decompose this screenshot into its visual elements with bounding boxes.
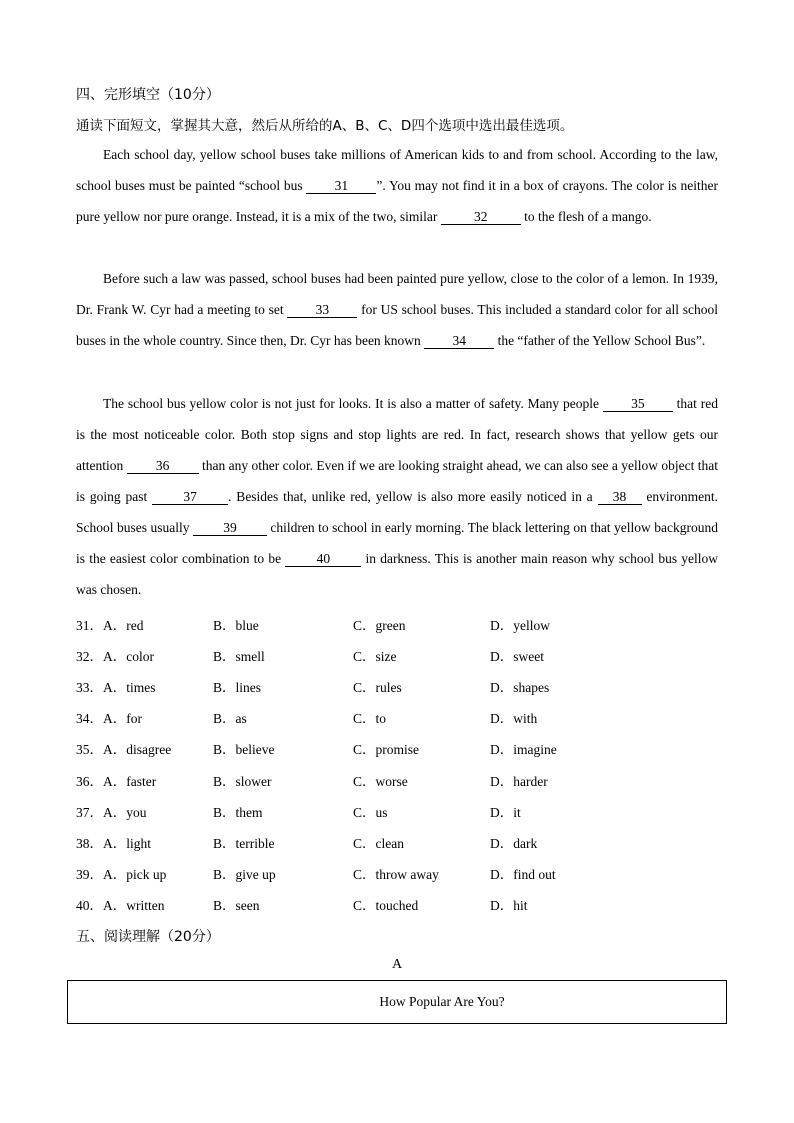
blank-34: 34	[424, 333, 494, 349]
blank-31: 31	[306, 178, 376, 194]
cloze-paragraph-2: Before such a law was passed, school buses had been painted pure yellow, close to the color of a lemon. In 1939, Dr. Frank W. Cyr had a meeting to set 33 for US school buses. This included a standard color for all school buses in the whole country. Since then, Dr. Cyr has been known 34 the “father of the Yellow School Bus”.	[76, 271, 718, 348]
blank-38: 38	[598, 489, 642, 505]
option-row: 31．A．red B．blue C．green D．yellow	[76, 618, 550, 633]
option-row: 40．A．written B．seen C．touched D．hit	[76, 898, 528, 913]
blank-39: 39	[193, 520, 267, 536]
option-row: 37．A．you B．them C．us D．it	[76, 805, 521, 820]
blank-35: 35	[603, 396, 673, 412]
option-row: 33．A．times B．lines C．rules D．shapes	[76, 680, 550, 695]
blank-33: 33	[287, 302, 357, 318]
cloze-paragraph-1: Each school day, yellow school buses take millions of American kids to and from school. According to the law, school buses must be painted “school bus 31 ”. You may not find it in a box of crayons. The color is neither pure yellow nor pure orange. Instead, it is a mix of the two, similar 32 to the flesh of a mango.	[76, 147, 718, 224]
passage-title: How Popular Are You?	[379, 994, 505, 1009]
cloze-instruction: 通读下面短文，掌握其大意，然后从所给的A、B、C、D四个选项中选出最佳选项。	[76, 118, 574, 134]
passage-letter: A	[391, 957, 403, 972]
option-row: 32．A．color B．smell C．size D．sweet	[76, 649, 544, 664]
blank-32: 32	[441, 209, 521, 225]
section-reading-title: 五、阅读理解（20分）	[76, 929, 220, 945]
option-row: 36．A．faster B．slower C．worse D．harder	[76, 774, 548, 789]
option-row: 35．A．disagree B．believe C．promise D．imagine	[76, 742, 557, 757]
cloze-paragraph-3: The school bus yellow color is not just for looks. It is also a matter of safety. Many people 35 that red is the most noticeable color. Both stop signs and stop lights are red. In fact, research shows that yellow gets our attention 36 than any other color. Even if we are looking straight ahead, we can also see a yellow object that is going past 37 . Besides that, unlike red, yellow is also more easily noticed in a 38 environment. School buses usually 39 children to school in early morning. The black lettering on that yellow background is the easiest color combination to be 40 in darkness. This is another main reason why school bus yellow was chosen.	[76, 396, 719, 597]
blank-36: 36	[127, 458, 199, 474]
option-row: 34．A．for B．as C．to D．with	[76, 711, 538, 726]
section-cloze-title: 四、完形填空（10分）	[76, 87, 220, 103]
blank-37: 37	[152, 489, 228, 505]
option-row: 38．A．light B．terrible C．clean D．dark	[76, 836, 538, 851]
passage-title-box	[67, 980, 727, 1024]
blank-40: 40	[285, 551, 361, 567]
option-row: 39．A．pick up B．give up C．throw away D．find out	[76, 867, 556, 882]
